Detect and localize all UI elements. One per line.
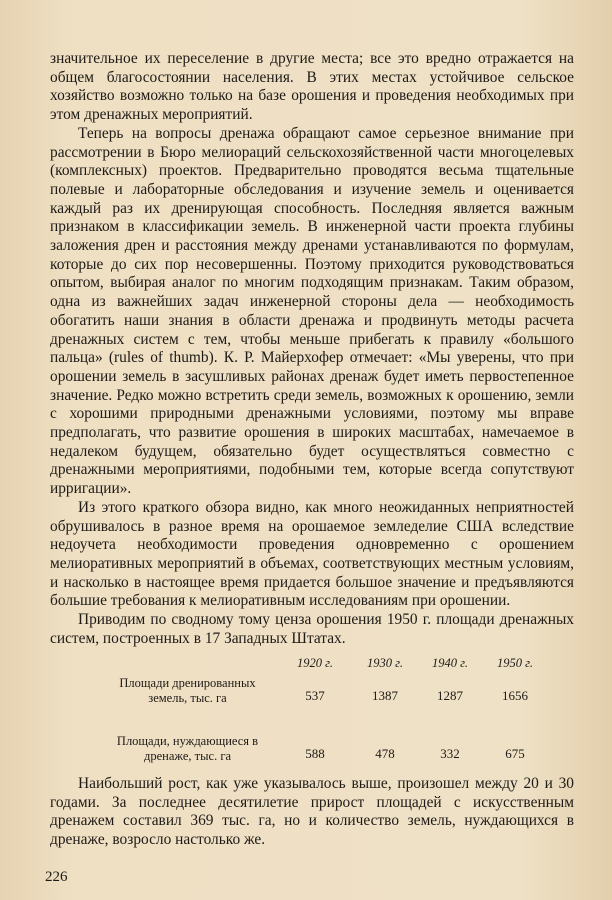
year-header: 1950 г. xyxy=(497,656,533,670)
page-number: 226 xyxy=(45,869,68,885)
table-cell: 675 xyxy=(505,746,525,761)
table-row xyxy=(100,676,580,732)
paragraph-5: Наибольший рост, как уже указывалось выше, произошел между 20 и 30 годами. За последнее десятилетие прирост площадей с искусственным дренажем составил 369 тыс. га, но и количество земель, нуждающихся в дренаже, возросло настолько же. xyxy=(50,775,574,849)
row-label: Площади, нуждающиеся в дренаже, тыс. га xyxy=(116,734,259,763)
drainage-table xyxy=(100,656,580,788)
table-cell: 1287 xyxy=(437,688,463,703)
paragraph-3: Из этого краткого обзора видно, как много неожиданных неприятностей обрушивалось в разное время на орошаемое земледелие США вследствие недоучета необходимости проведения одновременно с орошением мелиоративных мероприятий в объемах, соответствующих местным условиям, и насколько в настоящее время придается большое значение и предъявляются большие требования к мелиоративным исследованиям при орошении. xyxy=(50,498,574,610)
paragraph-1: значительное их переселение в другие места; все это вредно отражается на общем благосостоянии населения. В этих местах устойчивое сельское хозяйство возможно только на базе орошения и проведения необходимых при этом дренажных мероприятий. xyxy=(50,50,574,124)
year-header: 1930 г. xyxy=(367,656,403,670)
table-cell: 588 xyxy=(305,746,325,761)
table-cell: 537 xyxy=(305,688,325,703)
body-text xyxy=(50,50,574,649)
paragraph-2: Теперь на вопросы дренажа обращают самое серьезное внимание при рассмотрении в Бюро мелиораций сельскохозяйственной части многоцелевых (комплексных) проектов. Предварительно проводятся весьма тщательные полевые и лабораторные обследования и изучение земель и оценивается каждый раз их дренирующая способность. Последняя является важным признаком в классификации земель. В инженерной части проекта глубины заложения дрен и расстояния между дренами устанавливаются по формулам, которые до сих пор несовершенны. Поэтому приходится руководствоваться опытом, выбирая аналог по многим подходящим признакам. Таким образом, одна из важнейших задач инженерной стороны дела — необходимость обогатить наши знания в области дренажа и продвинуть методы расчета дренажных систем с тем, чтобы меньше прибегать к правилу «большого пальца» (rules of thumb). К. Р. Майерхофер отмечает: «Мы уверены, что при орошении земель в засушливых районах дренаж будет иметь первостепенное значение. Редко можно встретить среди земель, возможных к орошению, земли с хорошими природными дренажными условиями, поэтому мы вправе предполагать, что развитие орошения в широких масштабах, намечаемое в недалеком будущем, обязательно будет осуществляться совместно с дренажными мероприятиями, подобными тем, которые всегда сопутствуют ирригации». xyxy=(50,124,574,498)
table-cell: 478 xyxy=(375,746,395,761)
closing-text xyxy=(50,775,574,850)
table-cell: 1656 xyxy=(502,688,528,703)
row-label: Площади дренированных земель, тыс. га xyxy=(119,676,256,705)
table-cell: 332 xyxy=(440,746,460,761)
table-cell: 1387 xyxy=(372,688,398,703)
year-header: 1940 г. xyxy=(432,656,468,670)
table-header xyxy=(100,656,580,676)
year-header: 1920 г. xyxy=(297,656,333,670)
paragraph-4: Приводим по сводному тому ценза орошения 1950 г. площади дренажных систем, построенных в 17 Западных Штатах. xyxy=(50,611,574,647)
